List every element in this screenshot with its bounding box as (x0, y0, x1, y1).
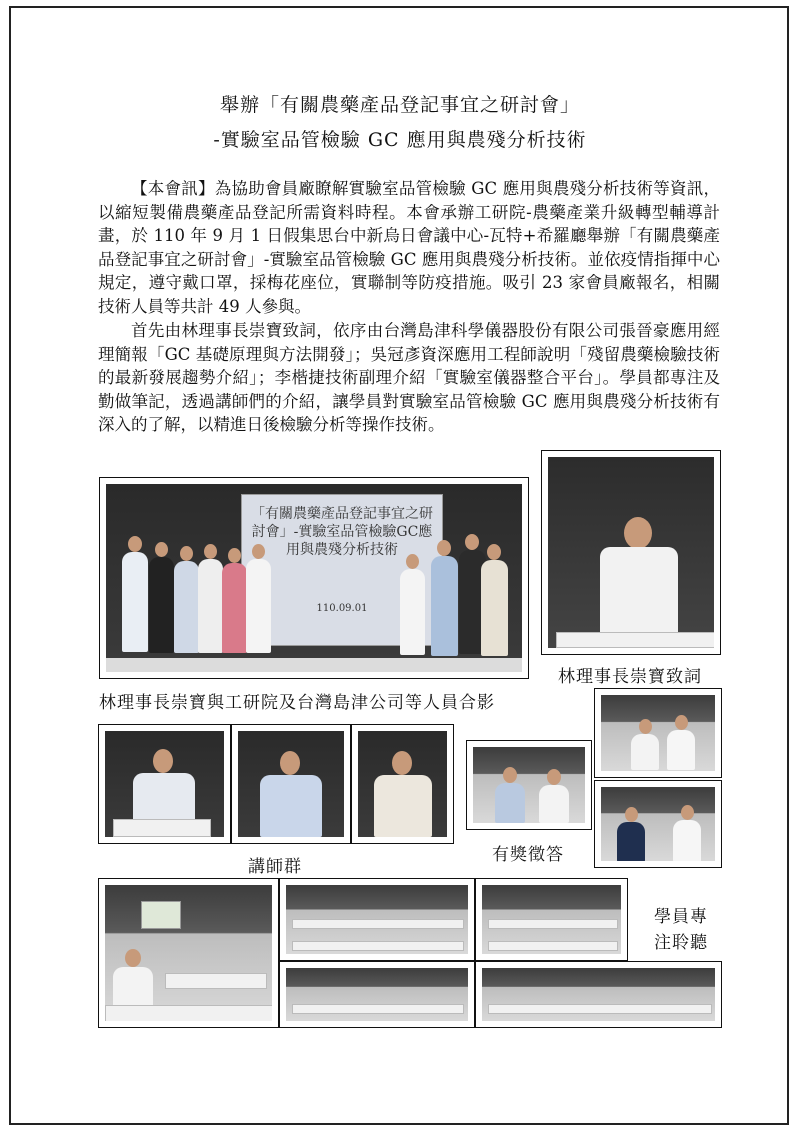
caption-chairman: 林理事長崇寶致詞 (558, 667, 702, 687)
podium (556, 632, 714, 648)
news-paragraph-1: 【本會訊】為協助會員廠瞭解實驗室品管檢驗 GC 應用與農殘分析技術等資訊，以縮短製備農藥產品登記所需資料時程。本會承辦工研院-農藥產業升級轉型輔導計畫，於 110 年 9 月 1 日假集思台中新烏日會議中心-瓦特+希羅廳舉辦「有關農藥產品登記事宜之研討會」-實驗室品管檢驗 GC 應用與農殘分析技術。並依疫情指揮中心規定，遵守戴口罩，採梅花座位，實聯制等防疫措施。吸引 23 家會員廠報名，相關技術人員等共計 49 人參與。 (98, 179, 720, 316)
speaker-photo-1 (98, 724, 231, 844)
students-photo-3 (475, 878, 628, 961)
quiz-photo-1 (466, 740, 592, 830)
screen-title: 「有關農藥產品登記事宜之研討會」-實驗室品管檢驗GC應用與農殘分析技術 (251, 506, 433, 558)
page-title-line2: -實驗室品管檢驗 GC 應用與農殘分析技術 (213, 129, 587, 151)
students-photo-2 (279, 878, 475, 961)
speaker-shirt (600, 547, 678, 637)
speaker-photo-3 (351, 724, 454, 844)
speaker-photo-2 (231, 724, 351, 844)
caption-students-line1: 學員專 (654, 907, 708, 927)
chairman-photo (541, 450, 721, 655)
quiz-photo-3 (594, 780, 722, 868)
students-photo-5 (475, 961, 722, 1028)
speaker-head (624, 517, 652, 549)
caption-group-photo: 林理事長崇寶與工研院及台灣島津公司等人員合影 (99, 693, 495, 713)
stage-floor (106, 658, 522, 672)
news-paragraph-2: 首先由林理事長崇寶致詞，依序由台灣島津科學儀器股份有限公司張晉豪應用經理簡報「GC 基礎原理與方法開發」；吳冠彥資深應用工程師說明「殘留農藥檢驗技術的最新發展趨勢介紹」；李楷捷技術副理介紹「實驗室儀器整合平台」。學員都專注及勤做筆記，透過講師們的介紹，讓學員對實驗室品管檢驗 GC 應用與農殘分析技術有深入的了解，以精進日後檢驗分析等操作技術。 (98, 321, 720, 434)
caption-speakers: 講師群 (248, 857, 302, 877)
caption-students-line2: 注聆聽 (654, 933, 708, 953)
screen-date: 110.09.01 (316, 603, 368, 614)
group-photo (99, 477, 529, 679)
caption-quiz: 有獎徵答 (492, 845, 564, 865)
students-photo-1 (98, 878, 279, 1028)
quiz-photo-2 (594, 688, 722, 778)
students-photo-4 (279, 961, 475, 1028)
page-title-line1: 舉辦「有關農藥產品登記事宜之研討會」 (219, 94, 580, 116)
